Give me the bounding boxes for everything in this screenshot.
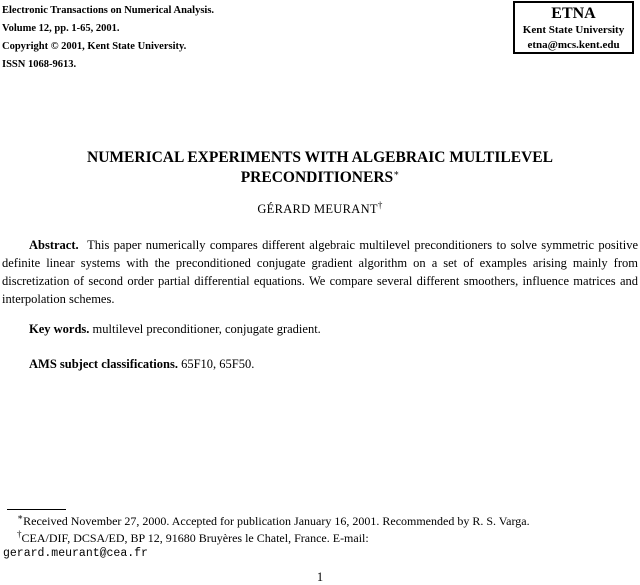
ams-label: AMS subject classifications. — [29, 357, 178, 371]
author-footnote-mark: † — [377, 199, 383, 210]
ams-classifications — [29, 356, 254, 372]
title-line-2 — [0, 168, 640, 188]
footnote-received — [17, 514, 530, 529]
etna-logo-box — [513, 1, 634, 54]
received-text: Received November 27, 2000. Accepted for publication January 16, 2001. Recommended by R. S. Varga. — [23, 514, 530, 528]
affiliation-text: CEA/DIF, DCSA/ED, BP 12, 91680 Bruyères le Chatel, France. E-mail: — [21, 531, 369, 545]
footnote-affiliation — [17, 531, 369, 546]
received-mark: ∗ — [17, 512, 24, 522]
keywords-label: Key words. — [29, 322, 90, 336]
journal-name: Electronic Transactions on Numerical Analysis. — [2, 5, 215, 16]
author-line — [0, 199, 640, 217]
affiliation-mark: † — [17, 529, 22, 539]
abstract-text: This paper numerically compares different algebraic multilevel preconditioners to solve symmetric positive definite linear systems with the preconditioned conjugate gradient algorithm on a set of examples arising mainly from discretization of second order partial differential equations. We compare several different smoothers, influence matrices and interpolation schemes. — [2, 238, 638, 306]
author-email: gerard.meurant@cea.fr — [3, 547, 148, 560]
footnote-divider — [7, 509, 66, 510]
volume-info: Volume 12, pp. 1-65, 2001. — [2, 23, 120, 34]
keywords — [29, 321, 321, 337]
title-line-2-text: PRECONDITIONERS — [240, 169, 394, 186]
journal-header — [2, 2, 214, 74]
title-footnote-mark: ∗ — [393, 167, 400, 178]
abstract-label: Abstract. — [29, 238, 79, 252]
etna-title: ETNA — [551, 5, 596, 22]
etna-university: Kent State University — [522, 24, 625, 36]
issn-line: ISSN 1068-9613. — [2, 59, 77, 70]
author-name: GÉRARD MEURANT — [257, 202, 378, 216]
etna-email: etna@mcs.kent.edu — [527, 39, 620, 51]
keywords-text: multilevel preconditioner, conjugate gradient. — [92, 322, 321, 336]
copyright-line: Copyright © 2001, Kent State University. — [2, 41, 187, 52]
ams-text: 65F10, 65F50. — [181, 357, 255, 371]
abstract — [2, 236, 638, 308]
paper-title — [0, 148, 640, 188]
page-number: 1 — [316, 570, 324, 584]
title-line-1: NUMERICAL EXPERIMENTS WITH ALGEBRAIC MULTILEVEL — [87, 149, 553, 166]
